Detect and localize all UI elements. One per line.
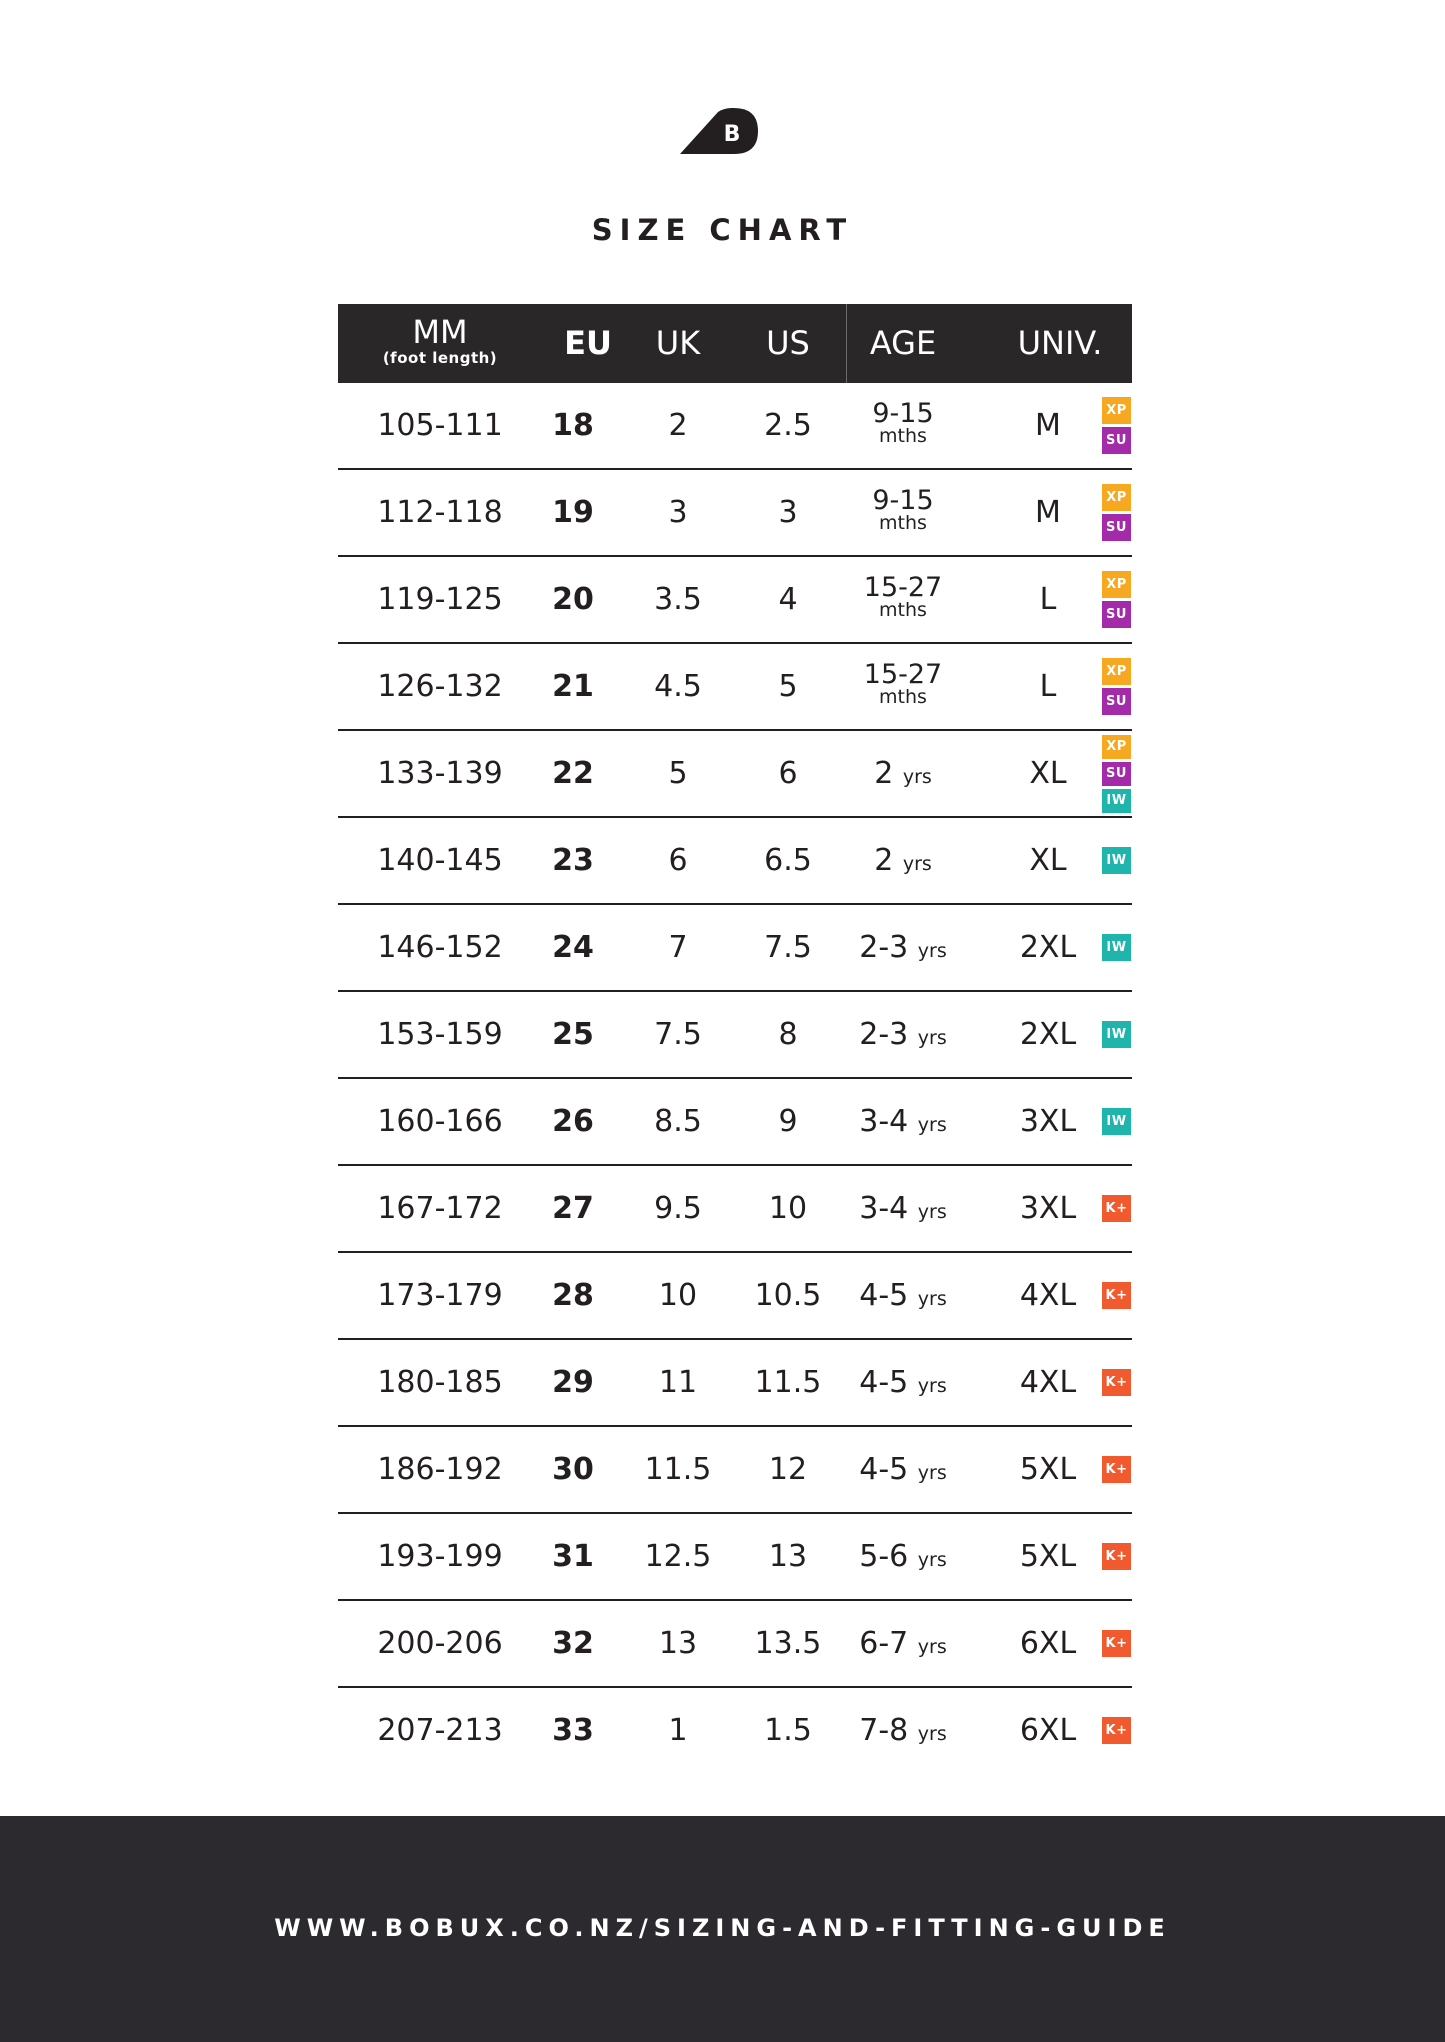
- table-row: [338, 1166, 1132, 1253]
- cell-mm: 133-139: [377, 756, 503, 791]
- cell-mm: 105-111: [377, 408, 503, 443]
- age-unit: yrs: [917, 1114, 947, 1136]
- cell-uk: 5: [668, 756, 688, 791]
- cell-age: [828, 818, 978, 903]
- cell-us: 9: [778, 1104, 798, 1139]
- table-header: [338, 304, 1132, 383]
- table-row: [338, 818, 1132, 905]
- cell-age: [828, 1601, 978, 1686]
- age-unit: yrs: [917, 1201, 947, 1223]
- age-value: 3-4: [859, 1104, 909, 1139]
- badge-kplus: K+: [1102, 1282, 1131, 1309]
- cell-age: [828, 905, 978, 990]
- cell-us: 10: [768, 1191, 808, 1226]
- age-unit: mths: [879, 686, 927, 708]
- table-row: [338, 383, 1132, 470]
- cell-eu: 30: [552, 1452, 594, 1487]
- logo-letter: B: [723, 122, 741, 147]
- cell-mm: 200-206: [377, 1626, 503, 1661]
- cell-uk: 2: [668, 408, 688, 443]
- cell-age: [828, 992, 978, 1077]
- cell-uk: 11.5: [644, 1452, 712, 1487]
- age-unit: yrs: [917, 1636, 947, 1658]
- age-value: 3-4: [859, 1191, 909, 1226]
- badge-iw: IW: [1102, 1021, 1131, 1048]
- table-row: [338, 1079, 1132, 1166]
- cell-mm: 153-159: [377, 1017, 503, 1052]
- cell-univ: M: [1035, 495, 1061, 530]
- header-eu: EU: [564, 324, 612, 362]
- table-row: [338, 1601, 1132, 1688]
- cell-uk: 3.5: [654, 582, 702, 617]
- cell-us: 6.5: [764, 843, 812, 878]
- age-value: 7-8: [859, 1713, 909, 1748]
- cell-uk: 8.5: [654, 1104, 702, 1139]
- cell-univ: 3XL: [1019, 1191, 1077, 1226]
- cell-us: 12: [768, 1452, 808, 1487]
- cell-age: [828, 1079, 978, 1164]
- header-mm: [338, 314, 542, 366]
- cell-mm: 193-199: [377, 1539, 503, 1574]
- product-badges: [1102, 905, 1132, 990]
- age-unit: mths: [879, 512, 927, 534]
- badge-xp: XP: [1102, 484, 1131, 511]
- cell-mm: 146-152: [377, 930, 503, 965]
- age-value: 2-3: [859, 930, 909, 965]
- cell-univ: XL: [1029, 756, 1067, 791]
- age-value: 4-5: [859, 1278, 909, 1313]
- badge-su: SU: [1102, 514, 1131, 541]
- badge-kplus: K+: [1102, 1630, 1131, 1657]
- table-row: [338, 557, 1132, 644]
- cell-mm: 207-213: [377, 1713, 503, 1748]
- badge-iw: IW: [1102, 934, 1131, 961]
- bobux-logo-icon: [680, 108, 758, 156]
- cell-mm: 126-132: [377, 669, 503, 704]
- cell-univ: 2XL: [1019, 930, 1077, 965]
- badge-xp: XP: [1102, 571, 1131, 598]
- footer: [0, 1816, 1445, 2042]
- cell-univ: 2XL: [1019, 1017, 1077, 1052]
- cell-age: [828, 1166, 978, 1251]
- age-value: 5-6: [859, 1539, 909, 1574]
- cell-uk: 4.5: [654, 669, 702, 704]
- table-row: [338, 1688, 1132, 1773]
- cell-eu: 27: [552, 1191, 594, 1226]
- size-table: [338, 304, 1132, 1773]
- product-badges: [1102, 1253, 1132, 1338]
- cell-univ: M: [1035, 408, 1061, 443]
- product-badges: [1102, 1166, 1132, 1251]
- product-badges: [1102, 1514, 1132, 1599]
- cell-eu: 31: [552, 1539, 594, 1574]
- age-value: 2: [874, 756, 894, 791]
- cell-eu: 21: [552, 669, 594, 704]
- cell-uk: 10: [658, 1278, 698, 1313]
- product-badges: [1102, 1340, 1132, 1425]
- age-unit: mths: [879, 599, 927, 621]
- header-age: AGE: [869, 324, 937, 362]
- badge-iw: IW: [1102, 789, 1131, 813]
- cell-univ: 6XL: [1019, 1713, 1077, 1748]
- age-unit: yrs: [917, 1027, 947, 1049]
- age-unit: yrs: [917, 1462, 947, 1484]
- table-row: [338, 1340, 1132, 1427]
- cell-mm: 180-185: [377, 1365, 503, 1400]
- table-row: [338, 992, 1132, 1079]
- badge-su: SU: [1102, 601, 1131, 628]
- cell-eu: 25: [552, 1017, 594, 1052]
- cell-uk: 13: [658, 1626, 698, 1661]
- product-badges: [1102, 470, 1132, 555]
- table-row: [338, 1427, 1132, 1514]
- cell-mm: 119-125: [377, 582, 503, 617]
- badge-kplus: K+: [1102, 1369, 1131, 1396]
- table-row: [338, 905, 1132, 992]
- cell-age: [828, 1253, 978, 1338]
- page-title: SIZE CHART: [591, 213, 854, 247]
- cell-us: 7.5: [764, 930, 812, 965]
- badge-xp: XP: [1102, 658, 1131, 685]
- age-unit: yrs: [917, 940, 947, 962]
- product-badges: [1102, 818, 1132, 903]
- badge-kplus: K+: [1102, 1543, 1131, 1570]
- table-row: [338, 1514, 1132, 1601]
- badge-iw: IW: [1102, 1108, 1131, 1135]
- cell-uk: 6: [668, 843, 688, 878]
- cell-us: 8: [778, 1017, 798, 1052]
- cell-us: 1.5: [764, 1713, 812, 1748]
- age-unit: yrs: [917, 1288, 947, 1310]
- badge-su: SU: [1102, 762, 1131, 786]
- cell-age: [828, 1688, 978, 1773]
- cell-univ: 5XL: [1019, 1539, 1077, 1574]
- cell-uk: 12.5: [644, 1539, 712, 1574]
- badge-xp: XP: [1102, 735, 1131, 759]
- age-value: 2-3: [859, 1017, 909, 1052]
- cell-eu: 23: [552, 843, 594, 878]
- cell-eu: 32: [552, 1626, 594, 1661]
- cell-univ: 4XL: [1019, 1278, 1077, 1313]
- table-row: [338, 644, 1132, 731]
- cell-mm: 112-118: [377, 495, 503, 530]
- cell-mm: 173-179: [377, 1278, 503, 1313]
- badge-su: SU: [1102, 688, 1131, 715]
- cell-us: 3: [778, 495, 798, 530]
- age-unit: yrs: [917, 1723, 947, 1745]
- cell-univ: 6XL: [1019, 1626, 1077, 1661]
- header-us: US: [766, 324, 810, 362]
- age-value: 6-7: [859, 1626, 909, 1661]
- cell-eu: 22: [552, 756, 594, 791]
- age-value: 15-27: [863, 572, 943, 603]
- product-badges: [1102, 557, 1132, 642]
- age-value: 4-5: [859, 1365, 909, 1400]
- cell-mm: 160-166: [377, 1104, 503, 1139]
- cell-us: 11.5: [754, 1365, 822, 1400]
- header-mm-label: MM: [412, 313, 468, 351]
- cell-age: [828, 1340, 978, 1425]
- cell-eu: 18: [552, 408, 594, 443]
- header-uk: UK: [655, 324, 701, 362]
- footer-url-link[interactable]: WWW.BOBUX.CO.NZ/SIZING-AND-FITTING-GUIDE: [274, 1914, 1171, 1942]
- age-unit: yrs: [902, 853, 932, 875]
- cell-univ: 4XL: [1019, 1365, 1077, 1400]
- cell-uk: 7: [668, 930, 688, 965]
- age-unit: yrs: [917, 1549, 947, 1571]
- cell-eu: 20: [552, 582, 594, 617]
- age-value: 2: [874, 843, 894, 878]
- cell-us: 4: [778, 582, 798, 617]
- age-unit: yrs: [902, 766, 932, 788]
- badge-xp: XP: [1102, 397, 1131, 424]
- table-row: [338, 1253, 1132, 1340]
- badge-kplus: K+: [1102, 1456, 1131, 1483]
- cell-mm: 167-172: [377, 1191, 503, 1226]
- cell-univ: XL: [1029, 843, 1067, 878]
- product-badges: [1102, 383, 1132, 468]
- cell-eu: 19: [552, 495, 594, 530]
- cell-eu: 26: [552, 1104, 594, 1139]
- cell-us: 5: [778, 669, 798, 704]
- age-unit: mths: [879, 425, 927, 447]
- age-unit: yrs: [917, 1375, 947, 1397]
- cell-univ: L: [1039, 582, 1057, 617]
- product-badges: [1102, 731, 1132, 816]
- age-value: 9-15: [872, 398, 934, 429]
- cell-univ: 5XL: [1019, 1452, 1077, 1487]
- badge-kplus: K+: [1102, 1717, 1131, 1744]
- cell-mm: 186-192: [377, 1452, 503, 1487]
- cell-us: 2.5: [764, 408, 812, 443]
- cell-eu: 24: [552, 930, 594, 965]
- cell-uk: 9.5: [654, 1191, 702, 1226]
- product-badges: [1102, 1601, 1132, 1686]
- cell-us: 13: [768, 1539, 808, 1574]
- cell-univ: 3XL: [1019, 1104, 1077, 1139]
- product-badges: [1102, 992, 1132, 1077]
- cell-univ: L: [1039, 669, 1057, 704]
- cell-us: 6: [778, 756, 798, 791]
- product-badges: [1102, 644, 1132, 729]
- cell-age: [828, 731, 978, 816]
- cell-uk: 11: [658, 1365, 698, 1400]
- badge-su: SU: [1102, 427, 1131, 454]
- product-badges: [1102, 1079, 1132, 1164]
- cell-us: 13.5: [754, 1626, 822, 1661]
- age-value: 4-5: [859, 1452, 909, 1487]
- product-badges: [1102, 1427, 1132, 1512]
- badge-kplus: K+: [1102, 1195, 1131, 1222]
- cell-age: [828, 1514, 978, 1599]
- cell-mm: 140-145: [377, 843, 503, 878]
- cell-uk: 1: [668, 1713, 688, 1748]
- cell-eu: 28: [552, 1278, 594, 1313]
- badge-iw: IW: [1102, 847, 1131, 874]
- cell-uk: 3: [668, 495, 688, 530]
- product-badges: [1102, 1688, 1132, 1773]
- table-row: [338, 731, 1132, 818]
- cell-eu: 33: [552, 1713, 594, 1748]
- cell-us: 10.5: [754, 1278, 822, 1313]
- age-value: 9-15: [872, 485, 934, 516]
- table-row: [338, 470, 1132, 557]
- header-univ: UNIV.: [1017, 324, 1103, 362]
- cell-uk: 7.5: [654, 1017, 702, 1052]
- header-mm-sublabel: (foot length): [382, 349, 498, 367]
- cell-age: [828, 1427, 978, 1512]
- cell-eu: 29: [552, 1365, 594, 1400]
- table-body: [338, 383, 1132, 1773]
- age-value: 15-27: [863, 659, 943, 690]
